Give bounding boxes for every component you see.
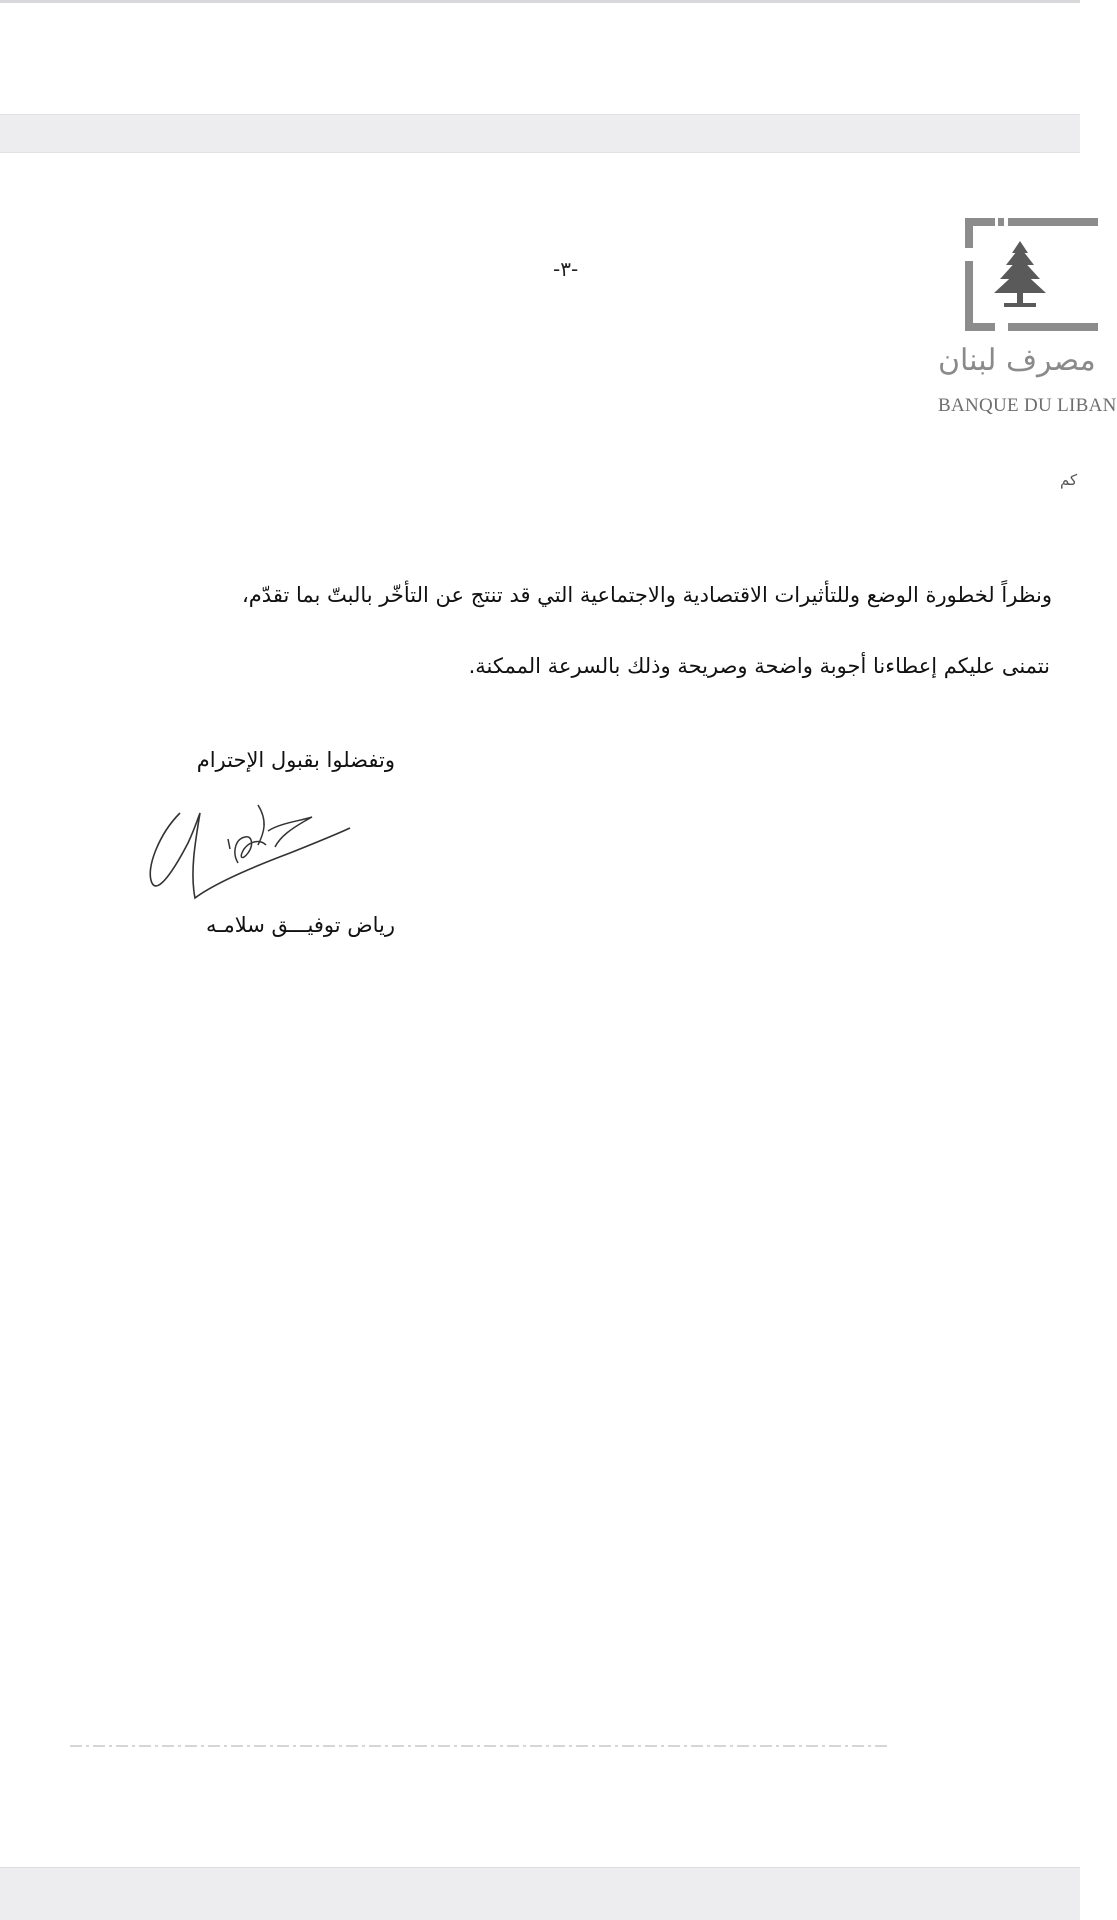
body-paragraph-line-1: ونظراً لخطورة الوضع وللتأثيرات الاقتصادية والاجتماعية التي قد تنتج عن التأخّر بالبتّ بما تقدّم،: [242, 583, 1052, 607]
bank-name-arabic: مصرف لبنان: [938, 343, 1096, 378]
previous-page-bottom: [0, 3, 1080, 114]
cedar-tree-icon: [960, 213, 1100, 343]
closing-salutation: وتفضلوا بقبول الإحترام: [196, 748, 395, 772]
page-gap-bottom: [0, 1867, 1080, 1920]
document-page: [0, 153, 1117, 1867]
handwritten-signature: [140, 773, 365, 913]
body-paragraph-line-2: نتمنى عليكم إعطاءنا أجوبة واضحة وصريحة وذلك بالسرعة الممكنة.: [468, 654, 1050, 678]
page-gap: [0, 114, 1080, 153]
bank-name-french: BANQUE DU LIBAN: [938, 395, 1117, 416]
page-number: -٣-: [553, 257, 579, 281]
signer-name: رياض توفيـــق سلامـه: [206, 913, 395, 937]
footer-faint-line: [70, 1743, 890, 1749]
cut-off-text: كم: [1060, 471, 1078, 489]
